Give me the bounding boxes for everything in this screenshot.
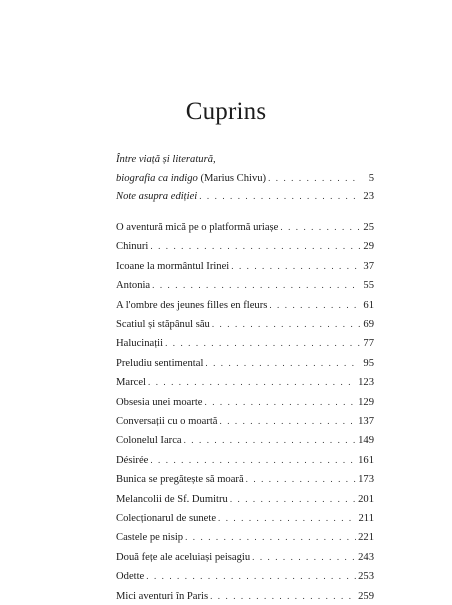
note-page-number: 23 — [363, 191, 374, 202]
toc-entry-page: 37 — [363, 260, 374, 272]
dot-leader — [148, 377, 356, 387]
intro-page-number: 5 — [368, 173, 374, 184]
toc-entry-title: Icoane la mormântul Irinei — [116, 260, 230, 272]
toc-entry[interactable] — [116, 532, 374, 546]
intro-title-part2 — [116, 173, 266, 184]
toc-entry-title: Odette — [116, 571, 145, 583]
toc-entry-page: 25 — [363, 222, 374, 233]
note-line[interactable] — [116, 191, 374, 205]
toc-entry[interactable] — [116, 591, 374, 605]
toc-entry[interactable] — [116, 513, 374, 527]
toc-entry[interactable] — [116, 377, 374, 391]
toc-entry-page: 137 — [358, 416, 374, 427]
dot-leader — [268, 173, 360, 183]
toc-entry-page: 201 — [358, 493, 374, 505]
dot-leader — [231, 261, 360, 271]
toc-entry[interactable] — [116, 397, 374, 411]
dot-leader — [150, 455, 356, 465]
dot-leader — [280, 222, 360, 232]
toc-entry[interactable] — [116, 494, 374, 508]
dot-leader — [246, 474, 356, 484]
toc-entry-title: A l'ombre des jeunes filles en fleurs — [116, 299, 268, 311]
dot-leader — [212, 319, 360, 329]
toc-entry[interactable] — [116, 552, 374, 566]
toc-entry-page: 77 — [363, 338, 374, 350]
toc-entry-title: Halucinații — [116, 338, 164, 350]
toc-entry-title: Conversații cu o moartă — [116, 416, 218, 427]
toc-entry[interactable] — [116, 358, 374, 372]
toc-entry-title: O aventură mică pe o platformă uriașe — [116, 222, 279, 233]
toc-entry-page: 221 — [358, 532, 374, 544]
intro-line-2[interactable] — [116, 173, 374, 187]
toc-entry-page: 123 — [358, 377, 374, 389]
toc-entry[interactable] — [116, 300, 374, 314]
intro-line-1 — [116, 154, 374, 168]
toc-entry-page: 61 — [363, 299, 374, 311]
toc-entry-page: 173 — [358, 474, 374, 486]
toc-entry[interactable] — [116, 280, 374, 294]
toc-entry-page: 29 — [363, 241, 374, 253]
intro-title-part1: Între viață și literatură, — [116, 154, 216, 165]
dot-leader — [199, 191, 360, 201]
page-title: Cuprins — [185, 98, 267, 125]
dot-leader — [269, 300, 360, 310]
toc-entry[interactable] — [116, 222, 374, 236]
toc-entry-title: Antonia — [116, 280, 151, 292]
toc-entry[interactable] — [116, 338, 374, 352]
toc-entry-title: Bunica se pregătește să moară — [116, 474, 244, 486]
toc-entry-title: Obsesia unei moarte — [116, 396, 203, 408]
dot-leader — [210, 591, 356, 601]
toc-entry-page: 95 — [363, 357, 374, 369]
toc-entry[interactable] — [116, 474, 374, 488]
toc-entry-page: 129 — [358, 396, 374, 408]
toc-entry-title: Colonelul Iarca — [116, 435, 182, 447]
toc-entry-page: 253 — [358, 571, 374, 583]
toc-entry[interactable] — [116, 571, 374, 585]
toc-entry-title: Marcel — [116, 377, 146, 389]
toc-entry-title: Mici aventuri în Paris — [116, 590, 209, 602]
toc-entry[interactable] — [116, 455, 374, 469]
dot-leader — [150, 241, 360, 251]
dot-leader — [185, 532, 356, 542]
dot-leader — [146, 571, 356, 581]
toc-entry[interactable] — [116, 435, 374, 449]
toc-entry-title: Preludiu sentimental — [116, 357, 204, 369]
dot-leader — [152, 280, 360, 290]
toc-entry-title: Melancolii de Sf. Dumitru — [116, 493, 228, 505]
toc-entry-page: 55 — [363, 280, 374, 292]
toc-entry[interactable] — [116, 416, 374, 430]
dot-leader — [205, 397, 357, 407]
intro-title-italic: biografia ca indigo — [116, 173, 198, 184]
dot-leader — [184, 435, 357, 445]
toc-entry-page: 161 — [358, 454, 374, 466]
dot-leader — [165, 338, 360, 348]
toc-entry-title: Désirée — [116, 454, 149, 466]
toc-entry-page: 259 — [358, 590, 374, 602]
toc-entry[interactable] — [116, 261, 374, 275]
toc-entry-page: 243 — [358, 551, 374, 563]
toc-entry-title: Două fețe ale aceluiași peisagiu — [116, 551, 251, 563]
toc-entry-page: 211 — [358, 513, 374, 524]
toc-entry[interactable] — [116, 241, 374, 255]
dot-leader — [218, 513, 356, 523]
toc-entry-title: Castele pe nisip — [116, 532, 184, 544]
note-title: Note asupra ediției — [116, 191, 198, 202]
toc-entry-title: Chinuri — [116, 241, 149, 253]
toc-entry-page: 69 — [363, 319, 374, 330]
toc-entry-title: Scatiul și stăpânul său — [116, 319, 210, 330]
dot-leader — [252, 552, 356, 562]
dot-leader — [220, 416, 357, 426]
dot-leader — [205, 358, 360, 368]
toc-entry-title: Colecționarul de sunete — [116, 513, 217, 524]
toc-entry[interactable] — [116, 319, 374, 333]
dot-leader — [230, 494, 356, 504]
toc-entry-page: 149 — [358, 435, 374, 447]
intro-author: (Marius Chivu) — [197, 173, 267, 184]
